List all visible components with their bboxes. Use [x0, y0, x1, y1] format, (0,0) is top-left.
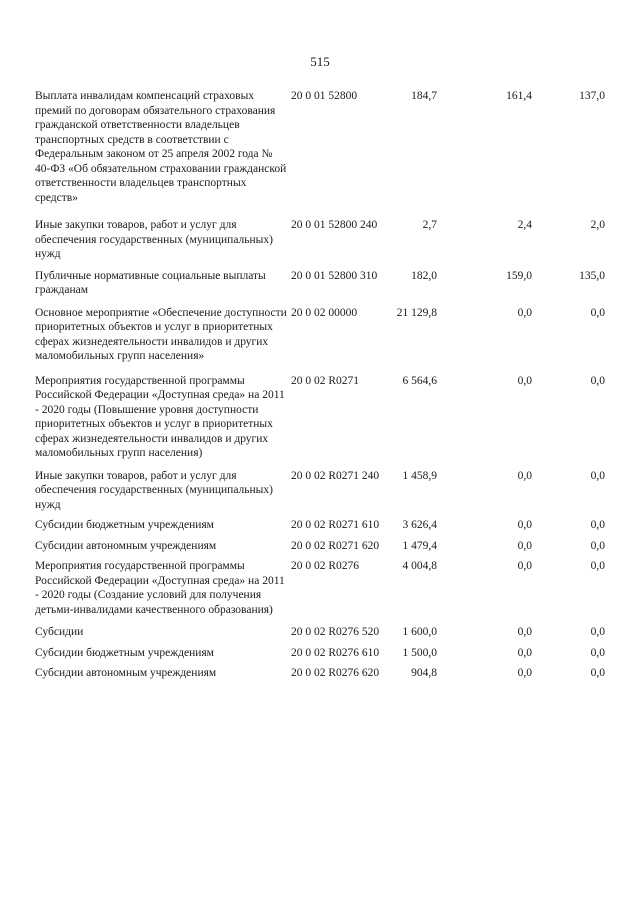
- row-code: 20 0 02 R0271 240: [291, 469, 380, 482]
- row-value-1: 184,7: [411, 90, 437, 102]
- row-value-1: 1 458,9: [402, 469, 437, 482]
- row-code: 20 0 02 R0271 620: [291, 539, 380, 552]
- row-value-1: 1 479,4: [402, 539, 437, 552]
- row-code: 20 0 02 00000: [291, 306, 358, 319]
- row-code: 20 0 02 R0276: [291, 560, 360, 572]
- row-code: 20 0 01 52800 240: [291, 219, 378, 231]
- row-value-1: 4 004,8: [402, 560, 437, 572]
- table-row: [35, 559, 625, 617]
- row-value-2: 2,4: [517, 219, 532, 231]
- row-value-1: 2,7: [422, 219, 437, 231]
- row-value-3: 0,0: [590, 519, 605, 531]
- row-value-2: 0,0: [517, 667, 532, 679]
- row-name: Иные закупки товаров, работ и услуг для обеспечения государственных (муниципальных) нужд: [35, 219, 273, 260]
- row-value-2: 0,0: [517, 560, 532, 572]
- row-name: Публичные нормативные социальные выплаты гражданам: [35, 269, 266, 296]
- row-value-3: 0,0: [590, 469, 605, 482]
- row-code: 20 0 02 R0276 520: [291, 626, 380, 638]
- table-row: [35, 269, 625, 298]
- row-name: Субсидии бюджетным учреждениям: [35, 519, 214, 531]
- table-row: [35, 89, 625, 205]
- row-code: 20 0 02 R0276 620: [291, 667, 380, 679]
- row-name: Основное мероприятие «Обеспечение доступности приоритетных объектов и услуг в приоритетных сферах жизнедеятельности инвалидов и других маломобильных групп населения»: [35, 306, 287, 362]
- table-row: [35, 218, 625, 262]
- table-row: [35, 625, 625, 640]
- row-value-3: 2,0: [590, 219, 605, 231]
- row-value-2: 161,4: [506, 90, 532, 102]
- row-value-1: 21 129,8: [396, 306, 437, 319]
- budget-table: [35, 89, 625, 681]
- row-value-3: 137,0: [579, 90, 605, 102]
- row-value-3: 0,0: [590, 374, 605, 387]
- row-value-3: 0,0: [590, 560, 605, 572]
- table-row: [35, 518, 625, 533]
- row-value-2: 159,0: [506, 269, 532, 282]
- row-code: 20 0 02 R0276 610: [291, 646, 380, 659]
- row-code: 20 0 02 R0271: [291, 374, 360, 387]
- row-value-2: 0,0: [517, 306, 532, 319]
- row-name: Субсидии бюджетным учреждениям: [35, 646, 214, 659]
- row-value-2: 0,0: [517, 539, 532, 552]
- page-number: 515: [310, 54, 330, 69]
- row-value-1: 1 600,0: [402, 626, 437, 638]
- row-name: Субсидии автономным учреждениям: [35, 539, 217, 552]
- row-name: Субсидии автономным учреждениям: [35, 667, 217, 679]
- row-value-2: 0,0: [517, 646, 532, 659]
- row-value-1: 1 500,0: [402, 646, 437, 659]
- row-value-3: 0,0: [590, 539, 605, 552]
- table-row: [35, 374, 625, 461]
- table-row: [35, 469, 625, 513]
- row-value-1: 182,0: [411, 269, 437, 282]
- row-value-3: 0,0: [590, 646, 605, 659]
- row-code: 20 0 02 R0271 610: [291, 519, 380, 531]
- row-name: Выплата инвалидам компенсаций страховых премий по договорам обязательного страхования гражданской ответственности владельцев транспортных средств в соответствии с Федеральным законом от 25 апреля 2002 года № 40-ФЗ «Об обязательном страховании гражданской ответственности владельцев транспортных средств»: [35, 90, 287, 204]
- table-row: [35, 666, 625, 681]
- table-row: [35, 306, 625, 364]
- table-row: [35, 646, 625, 661]
- row-name: Мероприятия государственной программы Российской Федерации «Доступная среда» на 2011 - 2020 годы (Повышение уровня доступности приоритетных объектов и услуг в приоритетных сферах жизнедеятельности инвалидов и других маломобильных групп населения): [35, 374, 285, 459]
- row-value-1: 904,8: [411, 667, 437, 679]
- row-code: 20 0 01 52800 310: [291, 269, 378, 282]
- row-name: Мероприятия государственной программы Российской Федерации «Доступная среда» на 2011 - 2020 годы (Создание условий для получения детьми-инвалидами качественного образования): [35, 560, 285, 616]
- row-value-3: 0,0: [590, 626, 605, 638]
- row-value-3: 135,0: [579, 269, 605, 282]
- row-name: Субсидии: [35, 626, 84, 638]
- row-value-3: 0,0: [590, 667, 605, 679]
- row-value-3: 0,0: [590, 306, 605, 319]
- row-code: 20 0 01 52800: [291, 90, 358, 102]
- row-value-1: 6 564,6: [402, 374, 437, 387]
- row-value-2: 0,0: [517, 519, 532, 531]
- row-value-1: 3 626,4: [402, 519, 437, 531]
- table-row: [35, 539, 625, 554]
- row-value-2: 0,0: [517, 374, 532, 387]
- row-value-2: 0,0: [517, 626, 532, 638]
- row-name: Иные закупки товаров, работ и услуг для обеспечения государственных (муниципальных) нужд: [35, 469, 273, 511]
- row-value-2: 0,0: [517, 469, 532, 482]
